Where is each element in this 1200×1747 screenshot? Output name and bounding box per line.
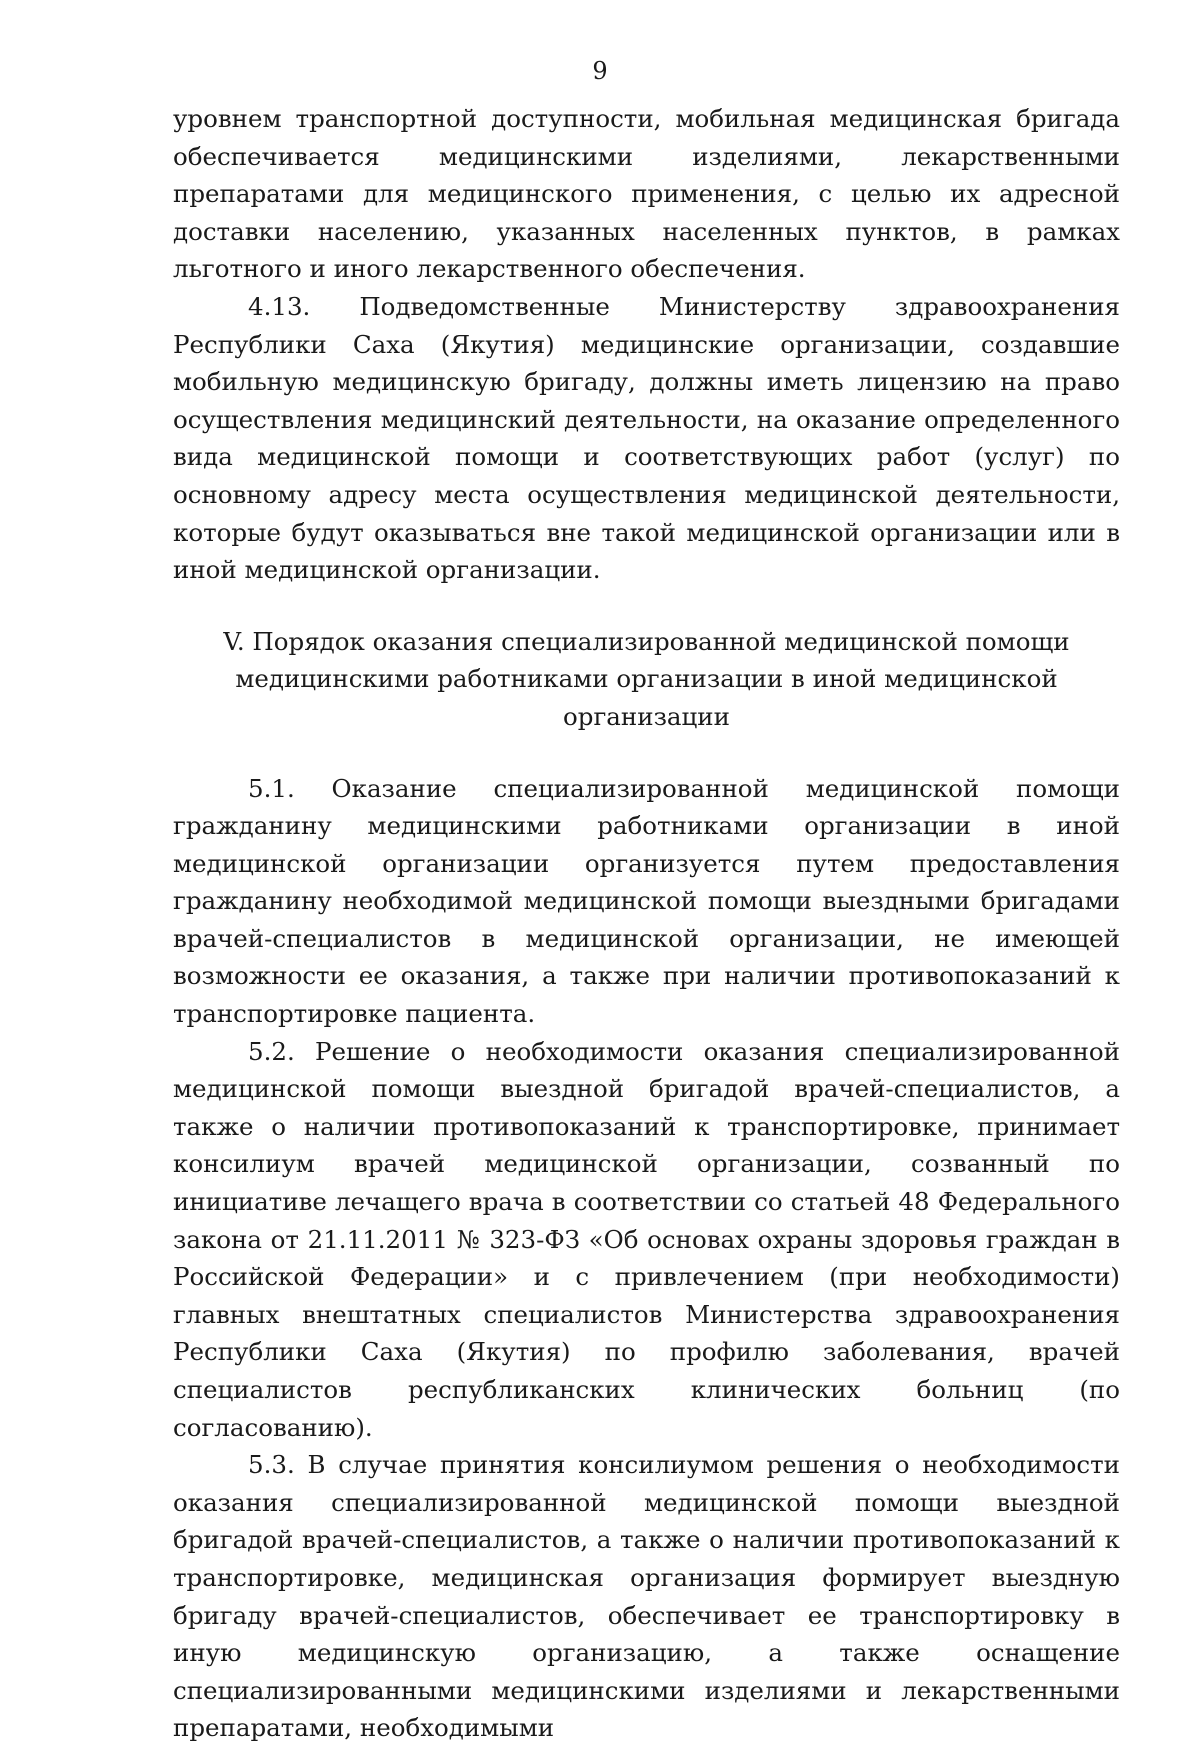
paragraph-5-2: 5.2. Решение о необходимости оказания специализированной медицинской помощи выездной бригадой врачей-специалистов, а также о наличии противопоказаний к транспортировке, принимает консилиум врачей медицинской организации, созванный по инициативе лечащего врача в соответствии со статьей 48 Федерального закона от 21.11.2011 № 323-ФЗ «Об основах охраны здоровья граждан в Российской Федерации» и с привлечением (при необходимости) главных внештатных специалистов Министерства здравоохранения Республики Саха (Якутия) по профилю заболевания, врачей специалистов республиканских клинических больниц (по согласованию). [173,1036,1120,1442]
paragraph-5-1: 5.1. Оказание специализированной медицинской помощи гражданину медицинскими работниками организации в иной медицинской организации организуется путем предоставления гражданину необходимой медицинской помощи выездными бригадами врачей-специалистов в медицинской организации, не имеющей возможности ее оказания, а также при наличии противопоказаний к транспортировке пациента. [173,773,1120,1029]
paragraph-5-3: 5.3. В случае принятия консилиумом решения о необходимости оказания специализированной медицинской помощи выездной бригадой врачей-специалистов, а также о наличии противопоказаний к транспортировке, медицинская организация формирует выездную бригаду врачей-специалистов, обеспечивает ее транспортировку в иную медицинскую организацию, а также оснащение специализированными медицинскими изделиями и лекарственными препаратами, необходимыми [173,1450,1120,1743]
document-body [173,100,1120,1747]
page-number: 9 [592,57,608,85]
section-heading-line-1: V. Порядок оказания специализированной медицинской помощи [223,626,1070,656]
paragraph-4-13: 4.13. Подведомственные Министерству здравоохранения Республики Саха (Якутия) медицинские организации, создавшие мобильную медицинскую бригаду, должны иметь лицензию на право осуществления медицинский деятельности, на оказание определенного вида медицинской помощи и соответствующих работ (услуг) по основному адресу места осуществления медицинской деятельности, которые будут оказываться вне такой медицинской организации или в иной медицинской организации. [173,291,1120,585]
section-heading [173,623,1120,736]
paragraph-continuation: уровнем транспортной доступности, мобильная медицинская бригада обеспечивается медицинскими изделиями, лекарственными препаратами для медицинского применения, с целью их адресной доставки населению, указанных населенных пунктов, в рамках льготного и иного лекарственного обеспечения. [173,104,1120,284]
section-heading-line-2: медицинскими работниками организации в иной медицинской организации [235,664,1058,731]
